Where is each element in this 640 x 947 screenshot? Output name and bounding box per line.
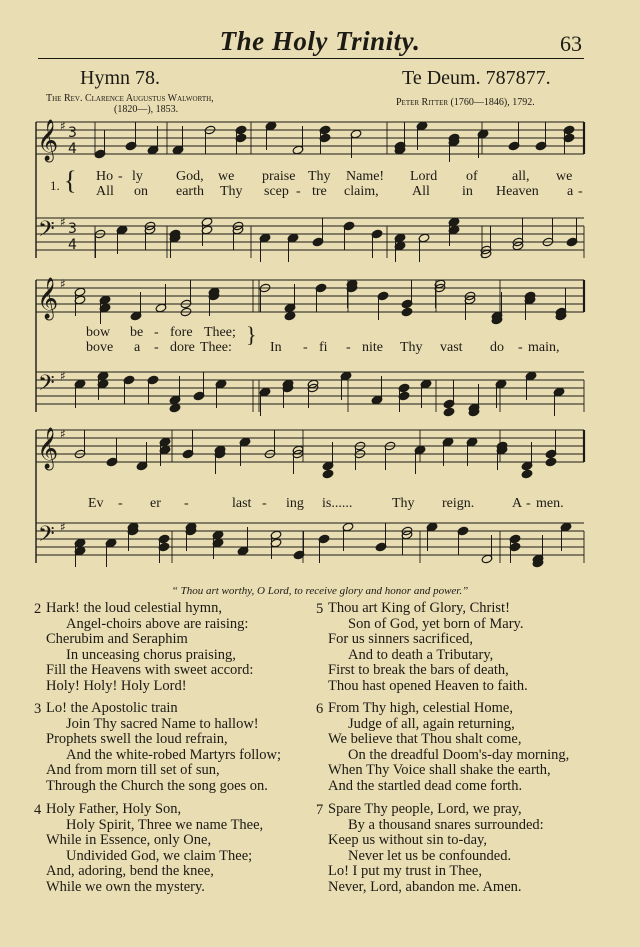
verse-line: Spare Thy people, Lord, we pray, (328, 801, 522, 817)
note-head (322, 469, 334, 479)
lyric-syllable: claim, (344, 184, 379, 199)
lyric-syllable: men. (536, 496, 564, 511)
treble-clef-icon: 𝄞 (37, 120, 59, 161)
verse-line: Fill the Heavens with sweet accord: (46, 662, 254, 678)
treble-clef-icon: 𝄞 (37, 428, 59, 469)
verse-7 (316, 801, 618, 895)
note-head (169, 403, 181, 413)
verse-number: 4 (34, 802, 42, 818)
verse-line: Undivided God, we claim Thee; (66, 847, 253, 864)
page-number: 63 (560, 31, 582, 56)
lyric-syllable: - (526, 496, 531, 511)
verse-line: Cherubim and Seraphim (46, 631, 188, 647)
lyric-syllable: - (518, 340, 523, 355)
lyric-syllable: - (118, 496, 123, 511)
verse-line: First to break the bars of death, (328, 662, 509, 678)
lyric-syllable: nite (362, 340, 383, 355)
verse-line: Holy Father, Holy Son, (46, 801, 182, 817)
lyric-syllable: ly (132, 169, 143, 184)
lyric-syllable: tre (312, 184, 327, 199)
key-signature-sharp-icon: ♯ (60, 369, 66, 383)
time-signature-top: 3 (68, 125, 77, 141)
lyric-syllable: - (118, 169, 123, 184)
lyric-syllable: all, (512, 169, 530, 184)
verse-line: Never let us be confounded. (348, 847, 512, 864)
key-signature-sharp-icon: ♯ (60, 119, 66, 133)
verse-bracket-close: } (246, 322, 257, 347)
key-signature-sharp-icon: ♯ (60, 277, 66, 291)
verse-line: In unceasing chorus praising, (66, 646, 236, 663)
lyric-syllable: - (303, 340, 308, 355)
lyric-syllable: Ho (96, 169, 114, 184)
time-signature-bottom: 4 (68, 237, 77, 253)
note-head (443, 407, 455, 417)
verse-line: Lo! the Apostolic train (46, 700, 178, 716)
lyric-syllable: In (270, 340, 282, 355)
hymn-number: Hymn 78. (80, 67, 160, 89)
lyric-syllable: in (462, 184, 473, 199)
lyric-syllable: Thy (308, 169, 331, 184)
tune-name: Te Deum. 787877. (402, 67, 551, 89)
verse-line: And, adoring, bend the knee, (46, 863, 214, 879)
note-head (401, 307, 413, 317)
verse-line: By a thousand snares surrounded: (348, 816, 544, 833)
verse-2 (34, 600, 336, 694)
lyric-syllable: - (184, 496, 189, 511)
key-signature-sharp-icon: ♯ (60, 520, 66, 534)
lyric-syllable: A (512, 496, 523, 511)
note-head (545, 457, 557, 467)
verse-line: And to death a Tributary, (348, 646, 494, 663)
lyric-syllable: earth (176, 184, 204, 199)
verse-line: We believe that Thou shalt come, (328, 731, 522, 747)
treble-clef-icon: 𝄞 (37, 278, 59, 319)
lyric-syllable: - (262, 496, 267, 511)
time-signature-bottom: 4 (68, 141, 77, 157)
verse-line: Thou art King of Glory, Christ! (328, 600, 510, 616)
verse-number: 6 (316, 701, 324, 717)
verse-number: 3 (34, 701, 42, 717)
lyric-syllable: - (296, 184, 301, 199)
verse-6 (316, 700, 618, 794)
verse-line: Keep us without sin to-day, (328, 832, 487, 848)
lyric-syllable: a (567, 184, 574, 199)
bass-clef-icon: 𝄢 (38, 217, 55, 247)
lyric-syllable: main, (528, 340, 560, 355)
verse-bracket: { (64, 166, 77, 195)
verse-line: Join Thy sacred Name to hallow! (66, 715, 259, 732)
verse-line: And the startled dead come forth. (328, 777, 523, 794)
verse-3 (34, 700, 336, 794)
verse-line: Hark! the loud celestial hymn, (46, 600, 222, 616)
lyric-syllable: Thy (400, 340, 423, 355)
bass-clef-icon: 𝄢 (38, 522, 55, 552)
verse-line: Holy Spirit, Three we name Thee, (66, 816, 264, 833)
lyric-syllable: All (96, 184, 114, 199)
author-credit: The Rev. Clarence Augustus Walworth, (46, 93, 214, 104)
lyric-syllable: praise (262, 169, 296, 184)
verse-line: Lo! I put my trust in Thee, (328, 863, 482, 879)
composer-credit: Peter Ritter (1760—1846), 1792. (396, 97, 535, 108)
lyric-syllable: Thee: (200, 340, 232, 355)
verse-line: Through the Church the song goes on. (46, 777, 268, 794)
verse-line: And from morn till set of sun, (46, 762, 220, 778)
verse-line: While in Essence, only One, (46, 832, 212, 848)
lyric-syllable: God, (176, 169, 204, 184)
verse-line: Never, Lord, abandon me. Amen. (328, 878, 522, 895)
lyric-syllable: last (232, 496, 252, 511)
lyric-syllable: Thy (220, 184, 243, 199)
lyric-syllable: Ev (88, 496, 104, 511)
scripture-quote: “ Thou art worthy, O Lord, to receive glory and honor and power.” (171, 585, 469, 597)
lyric-syllable: ing (286, 496, 304, 511)
note-head (284, 311, 296, 321)
lyric-syllable: we (556, 169, 573, 184)
key-signature-sharp-icon: ♯ (60, 427, 66, 441)
lyric-syllable: - (578, 184, 583, 199)
key-signature-sharp-icon: ♯ (60, 215, 66, 229)
lyric-syllable: Heaven (496, 184, 539, 199)
lyric-syllable: a (134, 340, 141, 355)
lyric-syllable: Thee; (204, 325, 236, 340)
author-dates: (1820—), 1853. (114, 104, 179, 115)
verse-line: Son of God, yet born of Mary. (348, 615, 524, 632)
verse-line: While we own the mystery. (46, 878, 205, 895)
lyric-syllable: - (346, 340, 351, 355)
lyric-syllable: Thy (392, 496, 415, 511)
lyric-syllable: reign. (442, 496, 475, 511)
verse-line: Prophets swell the loud refrain, (46, 731, 228, 747)
lyric-syllable: do (490, 340, 504, 355)
running-title: The Holy Trinity. (219, 26, 421, 56)
lyric-syllable: on (134, 184, 148, 199)
lyric-syllable: bove (86, 340, 114, 355)
lyric-syllable: Lord (410, 169, 438, 184)
bass-clef-icon: 𝄢 (38, 371, 55, 401)
note-head (521, 469, 533, 479)
verse-line: Angel-choirs above are raising: (66, 615, 249, 632)
lyric-syllable: dore (170, 340, 195, 355)
verse-5 (316, 600, 618, 694)
verse-line: Judge of all, again returning, (348, 715, 515, 732)
lyric-syllable: is...... (322, 496, 353, 511)
time-signature-top: 3 (68, 221, 77, 237)
lyric-syllable: we (218, 169, 235, 184)
lyric-syllable: be (130, 325, 144, 340)
verse-line: When Thy Voice shall shake the earth, (328, 762, 551, 778)
verse-number: 5 (316, 601, 324, 617)
verse-line: Thou hast opened Heaven to faith. (328, 677, 528, 694)
lyric-syllable: er (150, 496, 161, 511)
lyric-syllable: fi (319, 340, 328, 355)
verse-number: 7 (316, 802, 324, 818)
verse-line: Holy! Holy! Holy Lord! (46, 677, 187, 694)
verse-line: And the white-robed Martyrs follow; (66, 746, 282, 763)
lyric-syllable: - (154, 340, 159, 355)
lyric-syllable: fore (170, 325, 193, 340)
verse-line: From Thy high, celestial Home, (328, 700, 513, 716)
lyric-syllable: scep (264, 184, 289, 199)
lyric-syllable: bow (86, 325, 111, 340)
verse-line: On the dreadful Doom's-day morning, (348, 746, 570, 763)
score-verse-label: 1. (50, 178, 60, 193)
lyric-syllable: Name! (346, 169, 385, 184)
lyric-syllable: vast (440, 340, 463, 355)
lyric-syllable: of (466, 169, 478, 184)
verse-line: For us sinners sacrificed, (328, 631, 473, 647)
lyric-syllable: - (154, 325, 159, 340)
verse-number: 2 (34, 601, 42, 617)
verse-4 (34, 801, 336, 895)
lyric-syllable: All (412, 184, 430, 199)
